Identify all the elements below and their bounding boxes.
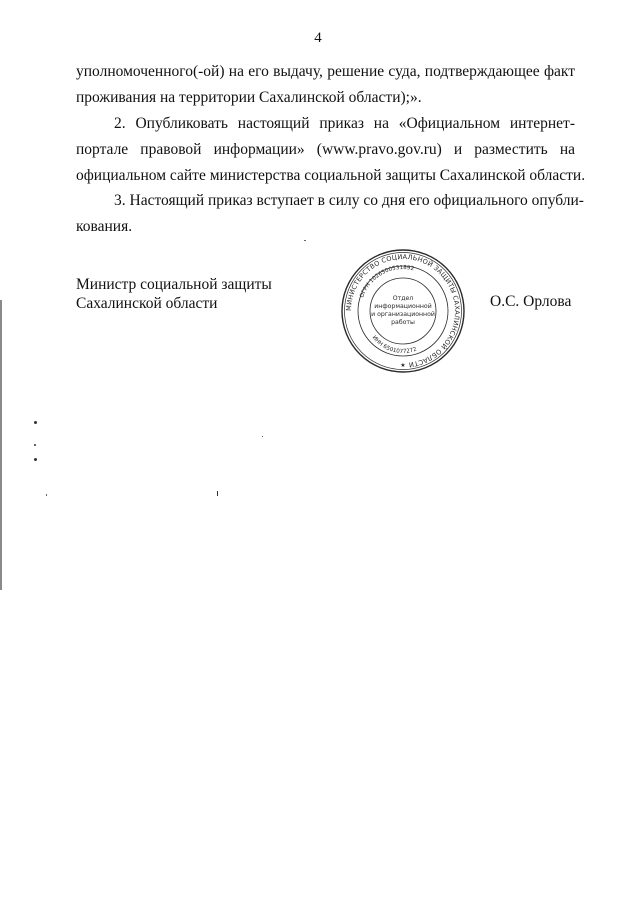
- scan-speck: [34, 421, 37, 424]
- seal-inn-text: ИНН 6501077272: [370, 334, 418, 356]
- signatory-title-line-2: Сахалинской области: [76, 295, 218, 312]
- seal-center-line-1: Отдел: [392, 295, 414, 302]
- signatory-name: О.С. Орлова: [490, 293, 572, 310]
- seal-ogrn-text: ОГРН 1026500531892: [359, 264, 415, 299]
- page-number: 4: [314, 30, 322, 46]
- seal-center-line-2: информационной: [374, 303, 432, 310]
- paragraph-3-line-2: кования.: [76, 218, 133, 235]
- paragraph-3: [76, 188, 584, 240]
- seal-center-line-3: и организационной: [371, 311, 435, 318]
- signatory-title: [76, 275, 272, 313]
- paragraph-2-line-2: портале правовой информации» (www.pravo.gov.ru) и разместить на: [76, 141, 575, 158]
- paragraph-1-line-2: проживания на территории Сахалинской области);».: [76, 89, 422, 106]
- paragraph-3-line-1: 3. Настоящий приказ вступает в силу со дня его официального опубли-: [114, 192, 584, 209]
- scan-speck: [262, 436, 263, 437]
- scan-speck: [304, 240, 306, 241]
- scan-speck: [34, 444, 36, 446]
- signatory-title-line-1: Министр социальной защиты: [76, 276, 272, 293]
- scan-edge-shadow: [0, 300, 2, 590]
- seal-center-line-4: работы: [391, 319, 415, 326]
- scan-speck: [46, 494, 47, 496]
- paragraph-1: [76, 59, 575, 111]
- paragraph-1-line-1: уполномоченного(-ой) на его выдачу, решение суда, подтверждающее факт: [76, 63, 575, 80]
- paragraph-2-line-3: официальном сайте министерства социальной защиты Сахалинской области.: [76, 167, 586, 184]
- scan-speck: [217, 491, 218, 496]
- official-seal: [340, 248, 466, 374]
- paragraph-2: [76, 111, 586, 189]
- paragraph-2-line-1: 2. Опубликовать настоящий приказ на «Официальном интернет-: [114, 115, 575, 132]
- seal-outer-text: МИНИСТЕРСТВО СОЦИАЛЬНОЙ ЗАЩИТЫ САХАЛИНСКОЙ ОБЛАСТИ: [344, 252, 462, 369]
- scan-speck: [34, 458, 37, 461]
- seal-star-icon: ★: [400, 363, 406, 369]
